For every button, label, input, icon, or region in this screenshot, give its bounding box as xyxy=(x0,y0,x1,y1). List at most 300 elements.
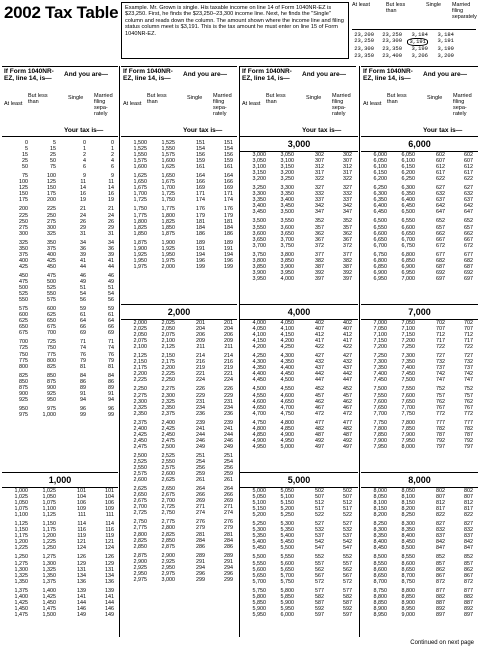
table-cell: 872 xyxy=(464,578,473,585)
table-cell: 347 xyxy=(315,209,324,216)
table-cell: 2,900 xyxy=(161,552,175,559)
table-cell: 266 xyxy=(196,492,205,499)
table-cell: 6,150 xyxy=(401,164,415,171)
table-cell: 2,175 xyxy=(161,359,175,366)
table-cell: 397 xyxy=(343,275,352,282)
table-cell: 1,450 xyxy=(14,605,28,612)
table-cell: 174 xyxy=(224,197,233,204)
table-cell: 1,150 xyxy=(14,527,28,534)
table-cell: 1,725 xyxy=(133,197,147,204)
table-cell: 66 xyxy=(80,324,86,331)
table-cell: 825 xyxy=(19,372,28,379)
table-cell: 5,350 xyxy=(280,527,294,534)
block-8000-9000 xyxy=(365,488,473,618)
table-cell: 4,300 xyxy=(252,359,266,366)
table-cell: 286 xyxy=(196,543,205,550)
table-row xyxy=(244,276,352,282)
table-cell: 0 xyxy=(111,140,114,146)
table-cell: 174 xyxy=(196,197,205,204)
table-cell: 6,750 xyxy=(373,251,387,258)
but-less-label: But less than xyxy=(387,93,407,105)
table-cell: 106 xyxy=(77,500,86,507)
table-cell: 119 xyxy=(105,533,114,540)
table-cell: 1 xyxy=(111,146,114,153)
table-cell: 1,700 xyxy=(161,185,175,192)
table-cell: 1,125 xyxy=(42,512,56,519)
table-cell: 8,400 xyxy=(401,533,415,540)
table-cell: 425 xyxy=(19,263,28,270)
table-cell: 231 xyxy=(224,398,233,405)
table-cell: 550 xyxy=(19,297,28,304)
table-cell: 2,800 xyxy=(133,531,147,538)
table-cell: 76 xyxy=(80,351,86,358)
table-cell: 106 xyxy=(105,500,114,507)
table-cell: 975 xyxy=(47,405,56,412)
table-cell: 8,950 xyxy=(401,605,415,612)
table-cell: 557 xyxy=(315,560,324,567)
table-cell: 632 xyxy=(464,191,473,198)
table-cell: 832 xyxy=(436,527,445,534)
table-cell: 246 xyxy=(224,437,233,444)
table-cell: 342 xyxy=(315,203,324,210)
table-cell: 372 xyxy=(343,242,352,249)
table-cell: 407 xyxy=(315,326,324,333)
table-cell: 225 xyxy=(19,212,28,219)
table-cell: 41 xyxy=(108,257,114,264)
table-cell: 867 xyxy=(464,572,473,579)
table-cell: 6,500 xyxy=(401,209,415,216)
table-cell: 2,675 xyxy=(161,492,175,499)
table-row xyxy=(365,444,473,450)
example-cell: 23,350 xyxy=(354,51,374,59)
table-cell: 2,000 xyxy=(161,263,175,270)
table-cell: 1,425 xyxy=(14,599,28,606)
table-cell: 897 xyxy=(436,611,445,618)
table-cell: 161 xyxy=(224,164,233,171)
table-cell: 452 xyxy=(343,386,352,393)
table-cell: 847 xyxy=(436,545,445,552)
table-cell: 4,800 xyxy=(252,425,266,432)
table-cell: 14 xyxy=(80,185,86,192)
table-row xyxy=(125,164,233,170)
table-cell: 627 xyxy=(464,185,473,192)
table-cell: 8,850 xyxy=(401,593,415,600)
table-cell: 1,025 xyxy=(14,494,28,501)
table-cell: 407 xyxy=(343,326,352,333)
table-row xyxy=(6,231,114,237)
table-cell: 16 xyxy=(80,191,86,198)
table-cell: 9 xyxy=(111,173,114,180)
table-cell: 5,700 xyxy=(280,572,294,579)
table-cell: 1,700 xyxy=(133,191,147,198)
table-cell: 6,600 xyxy=(401,224,415,231)
table-cell: 2,875 xyxy=(161,543,175,550)
table-cell: 4,000 xyxy=(280,275,294,282)
table-cell: 802 xyxy=(436,488,445,494)
table-cell: 852 xyxy=(436,554,445,561)
table-cell: 1,600 xyxy=(133,164,147,171)
table-cell: 3,250 xyxy=(280,176,294,183)
table-cell: 1,050 xyxy=(42,494,56,501)
table-cell: 2,025 xyxy=(161,320,175,326)
table-cell: 642 xyxy=(464,203,473,210)
table-cell: 126 xyxy=(105,554,114,561)
table-cell: 1,300 xyxy=(14,566,28,573)
table-cell: 25 xyxy=(22,158,28,165)
table-cell: 425 xyxy=(47,257,56,264)
block-0-1000 xyxy=(6,140,114,418)
table-cell: 154 xyxy=(224,146,233,153)
table-cell: 3,400 xyxy=(252,203,266,210)
table-cell: 269 xyxy=(196,498,205,505)
table-cell: 226 xyxy=(224,386,233,393)
table-cell: 697 xyxy=(464,275,473,282)
table-cell: 357 xyxy=(343,224,352,231)
table-cell: 652 xyxy=(436,218,445,225)
table-row xyxy=(244,176,352,182)
table-cell: 151 xyxy=(196,140,205,146)
table-cell: 647 xyxy=(436,209,445,216)
if-form-label: If Form 1040NR-EZ, line 14, is— xyxy=(123,68,173,82)
table-cell: 622 xyxy=(464,176,473,183)
table-cell: 850 xyxy=(19,378,28,385)
table-cell: 7,200 xyxy=(373,344,387,351)
table-cell: 925 xyxy=(19,396,28,403)
table-cell: 892 xyxy=(464,605,473,612)
table-cell: 850 xyxy=(47,372,56,379)
table-cell: 186 xyxy=(224,230,233,237)
your-tax-label: Your tax is— xyxy=(423,127,463,134)
table-cell: 5,900 xyxy=(280,599,294,606)
table-cell: 66 xyxy=(108,324,114,331)
table-cell: 8,050 xyxy=(373,494,387,501)
table-cell: 600 xyxy=(47,306,56,313)
table-cell: 1,125 xyxy=(14,521,28,528)
table-cell: 3,000 xyxy=(252,152,266,158)
table-cell: 1,500 xyxy=(133,140,147,146)
table-cell: 322 xyxy=(343,176,352,183)
table-cell: 289 xyxy=(196,552,205,559)
column-header xyxy=(2,66,118,137)
table-cell: 7,750 xyxy=(373,419,387,426)
table-cell: 637 xyxy=(436,197,445,204)
table-cell: 737 xyxy=(436,365,445,372)
table-cell: 375 xyxy=(19,251,28,258)
but-less-label: But less than xyxy=(147,93,167,105)
table-cell: 2 xyxy=(83,152,86,159)
table-cell: 56 xyxy=(108,297,114,304)
table-cell: 457 xyxy=(315,392,324,399)
table-cell: 3,600 xyxy=(280,224,294,231)
table-cell: 1,375 xyxy=(14,587,28,594)
table-cell: 487 xyxy=(315,431,324,438)
table-cell: 144 xyxy=(77,599,86,606)
example-but-less: But less than xyxy=(386,2,406,14)
section-1000: 1,000 xyxy=(2,472,118,488)
table-row xyxy=(365,411,473,417)
table-cell: 8,650 xyxy=(373,572,387,579)
table-cell: 1,725 xyxy=(161,191,175,198)
table-cell: 26 xyxy=(80,218,86,225)
table-cell: 1,525 xyxy=(133,146,147,153)
continued-note: Continued on next page xyxy=(410,640,474,646)
table-cell: 502 xyxy=(315,488,324,494)
table-cell: 3,350 xyxy=(280,191,294,198)
married-label: Married filing sepa-rately xyxy=(332,93,351,117)
table-cell: 136 xyxy=(105,578,114,585)
table-cell: 8,950 xyxy=(373,611,387,618)
table-cell: 8,600 xyxy=(373,566,387,573)
table-cell: 159 xyxy=(196,158,205,165)
column-header xyxy=(361,66,478,137)
table-cell: 274 xyxy=(224,510,233,517)
table-cell: 75 xyxy=(22,173,28,180)
at-least-label: At least xyxy=(123,101,142,107)
table-cell: 750 xyxy=(47,345,56,352)
table-cell: 1,100 xyxy=(14,512,28,519)
table-cell: 732 xyxy=(464,359,473,366)
table-cell: 447 xyxy=(315,377,324,384)
table-cell: 317 xyxy=(343,170,352,177)
table-cell: 1,550 xyxy=(133,152,147,159)
table-cell: 164 xyxy=(224,173,233,180)
table-cell: 284 xyxy=(196,537,205,544)
and-you-are-label: And you are— xyxy=(64,71,109,78)
table-cell: 675 xyxy=(47,324,56,331)
table-cell: 134 xyxy=(105,572,114,579)
table-cell: 2,000 xyxy=(133,320,147,326)
table-cell: 2,300 xyxy=(161,392,175,399)
table-cell: 6,450 xyxy=(373,209,387,216)
table-cell: 219 xyxy=(196,365,205,372)
table-cell: 792 xyxy=(464,437,473,444)
table-cell: 802 xyxy=(464,488,473,494)
table-cell: 4 xyxy=(111,158,114,165)
table-cell: 5,000 xyxy=(252,488,266,494)
table-cell: 100 xyxy=(19,179,28,186)
table-cell: 141 xyxy=(105,593,114,600)
table-cell: 19 xyxy=(108,197,114,204)
table-cell: 400 xyxy=(47,251,56,258)
example-cell: 3,184 xyxy=(437,31,454,38)
table-cell: 2,550 xyxy=(133,465,147,472)
table-cell: 5,750 xyxy=(252,587,266,594)
table-cell: 5,650 xyxy=(280,566,294,573)
table-cell: 7,000 xyxy=(373,320,387,326)
table-cell: 2,200 xyxy=(133,371,147,378)
table-row xyxy=(125,544,233,550)
table-row xyxy=(365,377,473,383)
table-cell: 2,075 xyxy=(161,332,175,339)
table-cell: 897 xyxy=(464,611,473,618)
table-cell: 527 xyxy=(343,521,352,528)
table-cell: 156 xyxy=(224,152,233,159)
table-cell: 76 xyxy=(108,351,114,358)
table-cell: 4,400 xyxy=(252,371,266,378)
table-cell: 3,150 xyxy=(252,170,266,177)
table-cell: 201 xyxy=(196,320,205,326)
table-cell: 6,700 xyxy=(401,236,415,243)
table-cell: 6,000 xyxy=(280,611,294,618)
table-cell: 1,575 xyxy=(161,152,175,159)
table-cell: 612 xyxy=(436,164,445,171)
table-cell: 567 xyxy=(343,572,352,579)
table-row xyxy=(6,297,114,303)
table-row xyxy=(6,579,114,585)
table-cell: 1,200 xyxy=(42,533,56,540)
table-cell: 1,975 xyxy=(133,263,147,270)
table-cell: 882 xyxy=(464,593,473,600)
example-cell: 3,184 xyxy=(411,31,428,38)
if-form-label: If Form 1040NR-EZ, line 14, is— xyxy=(363,68,413,82)
table-cell: 241 xyxy=(196,425,205,432)
table-cell: 6,600 xyxy=(373,230,387,237)
table-cell: 507 xyxy=(343,494,352,501)
table-cell: 672 xyxy=(436,242,445,249)
table-cell: 5,150 xyxy=(252,506,266,513)
table-cell: 875 xyxy=(47,378,56,385)
table-cell: 146 xyxy=(105,605,114,612)
table-cell: 722 xyxy=(464,344,473,351)
table-cell: 1,850 xyxy=(161,224,175,231)
table-cell: 462 xyxy=(315,398,324,405)
single-label: Single xyxy=(427,95,443,101)
table-cell: 3,750 xyxy=(252,251,266,258)
table-cell: 2,575 xyxy=(161,465,175,472)
table-cell: 8,500 xyxy=(373,554,387,561)
table-cell: 502 xyxy=(343,488,352,494)
table-cell: 4,750 xyxy=(252,419,266,426)
table-cell: 171 xyxy=(196,191,205,198)
table-cell: 2,250 xyxy=(161,377,175,384)
table-cell: 332 xyxy=(315,191,324,198)
table-cell: 517 xyxy=(315,506,324,513)
table-cell: 2,975 xyxy=(161,570,175,577)
table-cell: 577 xyxy=(315,587,324,594)
single-label: Single xyxy=(306,95,322,101)
table-cell: 3,450 xyxy=(280,203,294,210)
table-cell: 259 xyxy=(224,471,233,478)
example-row xyxy=(352,53,476,59)
table-cell: 299 xyxy=(196,576,205,583)
table-cell: 261 xyxy=(224,477,233,484)
table-cell: 3,250 xyxy=(252,185,266,192)
table-cell: 350 xyxy=(47,239,56,246)
table-cell: 9,000 xyxy=(401,611,415,618)
table-cell: 134 xyxy=(77,572,86,579)
table-cell: 6 xyxy=(111,164,114,171)
section-6000: 6,000 xyxy=(361,136,478,152)
table-cell: 887 xyxy=(464,599,473,606)
table-cell: 259 xyxy=(196,471,205,478)
table-cell: 221 xyxy=(196,371,205,378)
table-cell: 276 xyxy=(196,519,205,526)
table-cell: 462 xyxy=(343,398,352,405)
table-row xyxy=(125,444,233,450)
table-cell: 279 xyxy=(224,525,233,532)
table-row xyxy=(244,209,352,215)
table-cell: 251 xyxy=(196,452,205,459)
table-cell: 3,500 xyxy=(280,209,294,216)
example-table xyxy=(352,2,476,62)
table-cell: 4,150 xyxy=(280,332,294,339)
table-cell: 7,350 xyxy=(373,365,387,372)
table-cell: 525 xyxy=(19,291,28,298)
table-cell: 900 xyxy=(19,390,28,397)
table-cell: 362 xyxy=(343,230,352,237)
block-7000-8000 xyxy=(365,320,473,450)
table-cell: 94 xyxy=(108,396,114,403)
table-cell: 1,975 xyxy=(161,257,175,264)
table-cell: 7,400 xyxy=(373,371,387,378)
table-cell: 3,900 xyxy=(252,269,266,276)
table-cell: 1,600 xyxy=(161,158,175,165)
table-cell: 7,250 xyxy=(401,344,415,351)
at-least-label: At least xyxy=(363,101,382,107)
table-cell: 337 xyxy=(343,197,352,204)
table-cell: 2,775 xyxy=(133,525,147,532)
table-cell: 1,275 xyxy=(42,554,56,561)
table-cell: 450 xyxy=(19,272,28,279)
table-cell: 700 xyxy=(47,330,56,337)
table-cell: 3,100 xyxy=(280,158,294,165)
table-cell: 6,750 xyxy=(401,242,415,249)
table-cell: 2,650 xyxy=(133,492,147,499)
section-4000: 4,000 xyxy=(240,304,358,320)
table-cell: 652 xyxy=(464,218,473,225)
table-cell: 121 xyxy=(105,539,114,546)
table-cell: 4,600 xyxy=(252,398,266,405)
table-cell: 2,750 xyxy=(133,519,147,526)
table-cell: 2,275 xyxy=(133,392,147,399)
table-cell: 647 xyxy=(464,209,473,216)
table-cell: 1,000 xyxy=(42,411,56,418)
table-cell: 6,550 xyxy=(401,218,415,225)
table-cell: 4,550 xyxy=(252,392,266,399)
table-cell: 7,850 xyxy=(401,425,415,432)
table-cell: 5,250 xyxy=(252,521,266,528)
table-cell: 281 xyxy=(196,531,205,538)
table-row xyxy=(6,545,114,551)
table-cell: 136 xyxy=(77,578,86,585)
table-cell: 4,200 xyxy=(280,338,294,345)
table-cell: 2,925 xyxy=(161,558,175,565)
table-cell: 16 xyxy=(108,191,114,198)
table-cell: 782 xyxy=(464,425,473,432)
table-cell: 3,500 xyxy=(252,218,266,225)
table-cell: 1,525 xyxy=(161,140,175,146)
example-married: Married filing separately xyxy=(452,2,477,20)
table-cell: 2,500 xyxy=(161,443,175,450)
table-cell: 8,300 xyxy=(401,521,415,528)
table-cell: 96 xyxy=(80,405,86,412)
table-cell: 204 xyxy=(224,326,233,333)
table-cell: 317 xyxy=(315,170,324,177)
table-row xyxy=(125,344,233,350)
table-cell: 347 xyxy=(343,209,352,216)
table-cell: 575 xyxy=(19,306,28,313)
table-cell: 175 xyxy=(19,197,28,204)
table-cell: 2,125 xyxy=(161,344,175,351)
table-cell: 1,050 xyxy=(14,500,28,507)
example-cell: 23,200 xyxy=(354,31,374,38)
table-cell: 2,150 xyxy=(133,359,147,366)
table-cell: 627 xyxy=(436,185,445,192)
table-cell: 1,775 xyxy=(133,212,147,219)
table-cell: 2,525 xyxy=(133,458,147,465)
table-cell: 2 xyxy=(111,152,114,159)
table-cell: 742 xyxy=(436,371,445,378)
